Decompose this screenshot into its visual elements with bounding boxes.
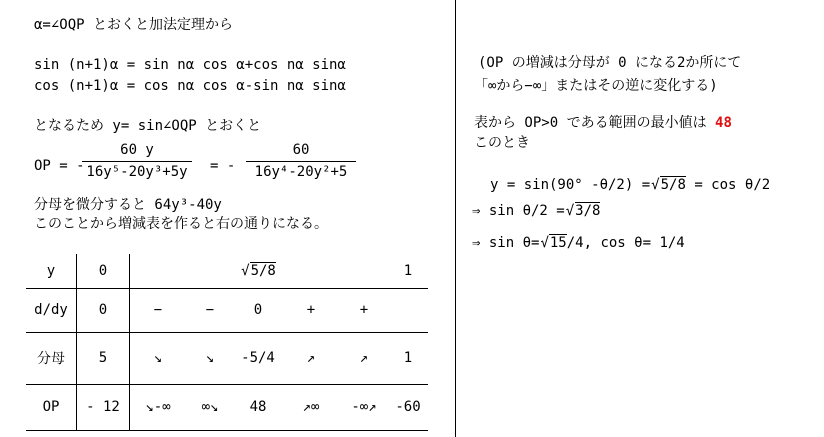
table-cell: ∞↘: [186, 384, 234, 430]
sin-addition-formula: sin (n+1)α = sin nα cos α+cos nα sinα: [34, 57, 346, 73]
table-cell: 1: [388, 332, 428, 384]
table-cell: 48: [234, 384, 282, 430]
denominator-row: [26, 332, 428, 384]
y-eq-suffix: = cos θ/2: [694, 177, 771, 193]
fraction-1-denominator: 16y⁵-20y³+5y: [86, 164, 188, 180]
half-prefix: ⇒ sin θ/2 =: [472, 203, 565, 219]
table-cell: 0: [77, 288, 130, 332]
table-cell: [130, 254, 187, 288]
fraction-2-numerator: 60: [292, 142, 310, 158]
table-cell: [388, 288, 428, 332]
column-divider: [455, 0, 456, 437]
y-eq-prefix: y = sin(90° -θ/2) =: [490, 177, 651, 193]
intro-line: α=∠OQP とおくと加法定理から: [34, 17, 234, 33]
op-fraction-1: [82, 142, 192, 181]
table-cell: ↗: [340, 332, 388, 384]
table-cell: ↘-∞: [130, 384, 187, 430]
half-angle-line: [472, 202, 600, 220]
table-cell: -∞↗: [340, 384, 388, 430]
table-cell: ↗: [282, 332, 340, 384]
table-cell: −: [186, 288, 234, 332]
table-cell: +: [340, 288, 388, 332]
table-cell: ↗∞: [282, 384, 340, 430]
table-cell: [340, 254, 388, 288]
table-intro-line: このことから増減表を作ると右の通りになる。: [34, 216, 328, 232]
note-line-1: (OP の増減は分母が 0 になる2か所にて: [478, 55, 742, 71]
variation-table: [26, 254, 428, 431]
table-cell: 0: [77, 254, 130, 288]
table-cell: -60: [388, 384, 428, 430]
derivative-line: 分母を微分すると 64y³-40y: [34, 197, 222, 213]
minimum-value: 48: [715, 115, 732, 131]
y-value-line: [490, 176, 770, 194]
table-cell: 0: [234, 288, 282, 332]
table-cell: +: [282, 288, 340, 332]
table-cell: [186, 254, 234, 288]
equals-minus: = -: [210, 158, 236, 174]
op-fraction-2: [246, 142, 356, 181]
minimum-line: [474, 114, 732, 132]
y-sqrt: √ 5/8: [660, 176, 686, 193]
note-line-2: 「∞から−∞」またはその逆に変化する): [474, 78, 718, 94]
derivative-row: [26, 288, 428, 332]
y-row: [26, 254, 428, 288]
table-cell: OP: [26, 384, 77, 430]
substitution-line: となるため y= sin∠OQP とおくと: [34, 118, 262, 134]
final-suffix: /4, cos θ= 1/4: [566, 235, 685, 251]
final-result-line: [472, 234, 685, 252]
fraction-2-denominator: 16y⁴-20y²+5: [254, 164, 348, 180]
cos-addition-formula: cos (n+1)α = cos nα cos α-sin nα sinα: [34, 78, 346, 94]
table-cell: ↘: [130, 332, 187, 384]
half-sqrt: √ 3/8: [575, 202, 601, 219]
table-cell: 1: [388, 254, 428, 288]
final-prefix: ⇒ sin θ=: [472, 235, 540, 251]
final-sqrt: √ 15: [549, 234, 566, 251]
table-cell: √ 5/8: [234, 254, 282, 288]
table-cell: ↘: [186, 332, 234, 384]
table-cell: 5: [77, 332, 130, 384]
op-label: OP = -: [34, 158, 85, 174]
minimum-prefix: 表から OP>0 である範囲の最小値は: [474, 115, 707, 131]
table-cell: y: [26, 254, 77, 288]
table-cell: - 12: [77, 384, 130, 430]
table-cell: [282, 254, 340, 288]
table-cell: -5/4: [234, 332, 282, 384]
table-cell: 分母: [26, 332, 77, 384]
op-row: [26, 384, 428, 430]
konotoki-line: このとき: [474, 135, 530, 151]
table-cell: d/dy: [26, 288, 77, 332]
fraction-1-numerator: 60 y: [120, 142, 154, 158]
table-cell: −: [130, 288, 187, 332]
